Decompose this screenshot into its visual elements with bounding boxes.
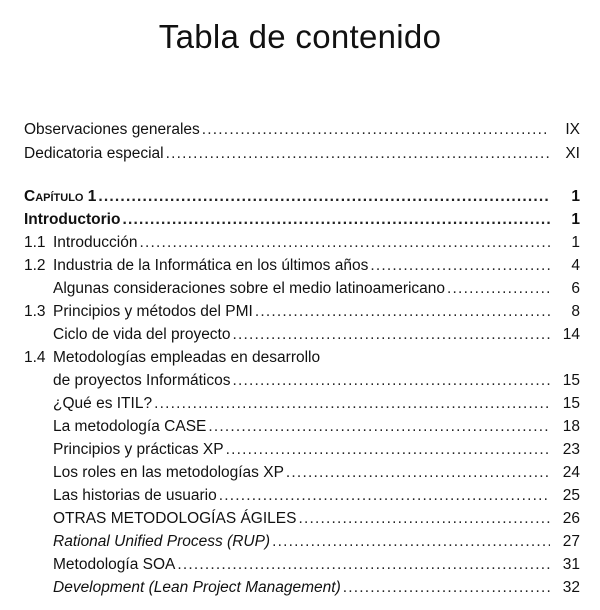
dot-leader [154, 393, 550, 415]
toc-entry-xp-principios[interactable] [0, 439, 600, 461]
dot-leader [272, 531, 550, 553]
toc-entry-page: 15 [562, 395, 580, 412]
toc-entry-number: 1.1 [24, 234, 46, 251]
toc-entry-label: OTRAS METODOLOGÍAS ÁGILES [53, 510, 297, 527]
toc-entry-page: XI [565, 145, 580, 162]
toc-entry-introductorio[interactable] [0, 209, 600, 231]
dot-leader [139, 232, 550, 254]
dot-leader [233, 324, 551, 346]
toc-entry-label: Introducción [53, 234, 138, 251]
dot-leader [177, 554, 550, 576]
toc-entry-proyectos-informaticos[interactable] [0, 370, 600, 392]
dot-leader [208, 416, 550, 438]
toc-entry-lean[interactable] [0, 577, 600, 599]
toc-entry-number: 1.4 [24, 349, 46, 366]
dot-leader [98, 186, 550, 208]
toc-entry-1-1[interactable] [0, 232, 600, 254]
toc-entry-latinoamericano[interactable] [0, 278, 600, 300]
toc-entry-label: de proyectos Informáticos [53, 372, 231, 389]
toc-entry-page: 26 [562, 510, 580, 527]
toc-entry-label: La metodología CASE [53, 418, 207, 435]
dot-leader [286, 462, 550, 484]
toc-entry-1-4[interactable] [0, 347, 600, 369]
dot-leader [232, 370, 550, 392]
toc-entry-itil[interactable] [0, 393, 600, 415]
toc-entry-label: Principios y prácticas XP [53, 441, 224, 458]
toc-entry-label: Rational Unified Process (RUP) [53, 533, 271, 550]
toc-entry-page: 1 [571, 188, 580, 205]
toc-entry-page: 1 [571, 211, 580, 228]
toc-entry-page: 25 [562, 487, 580, 504]
toc-entry-ciclo-vida[interactable] [0, 324, 600, 346]
toc-entry-label: Ciclo de vida del proyecto [53, 326, 231, 343]
toc-entry-page: 1 [571, 234, 580, 251]
dot-leader [298, 508, 550, 530]
toc-entry-page: 14 [562, 326, 580, 343]
toc-entry-label: Principios y métodos del PMI [53, 303, 253, 320]
toc-entry-case[interactable] [0, 416, 600, 438]
dot-leader [370, 255, 550, 277]
dot-leader [255, 301, 550, 323]
toc-entry-page: 18 [562, 418, 580, 435]
dot-leader [122, 209, 550, 231]
toc-entry-page: 15 [562, 372, 580, 389]
toc-entry-dedicatoria[interactable] [0, 143, 600, 165]
toc-entry-capitulo-1[interactable] [0, 186, 600, 208]
toc-entry-page: 32 [562, 579, 580, 596]
toc-entry-number: 1.2 [24, 257, 46, 274]
toc-entry-historias-usuario[interactable] [0, 485, 600, 507]
toc-entry-label: Development (Lean Project Management) [53, 579, 341, 596]
dot-leader [226, 439, 550, 461]
toc-entry-label: Capítulo 1 [24, 188, 97, 205]
toc-entry-number: 1.3 [24, 303, 46, 320]
toc-entry-1-3[interactable] [0, 301, 600, 323]
dot-leader [343, 577, 550, 599]
toc-entry-label: Industria de la Informática en los últimos años [53, 257, 369, 274]
toc-entry-label: Metodología SOA [53, 556, 176, 573]
toc-entry-label: Algunas consideraciones sobre el medio latinoamericano [53, 280, 446, 297]
toc-entry-observaciones[interactable] [0, 119, 600, 141]
toc-entry-label: Introductorio [24, 211, 121, 228]
toc-entry-label: Los roles en las metodologías XP [53, 464, 284, 481]
toc-entry-page: 27 [562, 533, 580, 550]
dot-leader [219, 485, 550, 507]
toc-entry-rup[interactable] [0, 531, 600, 553]
toc-entry-xp-roles[interactable] [0, 462, 600, 484]
toc-entry-page: 8 [571, 303, 580, 320]
toc-entry-label: Metodologías empleadas en desarrollo [53, 349, 321, 366]
toc-entry-page: 6 [571, 280, 580, 297]
toc-entry-page: 4 [571, 257, 580, 274]
toc-entry-page: 23 [562, 441, 580, 458]
toc-entry-page: 24 [562, 464, 580, 481]
toc-entry-agiles[interactable] [0, 508, 600, 530]
toc-entry-1-2[interactable] [0, 255, 600, 277]
toc-entry-label: Observaciones generales [24, 121, 200, 138]
page-title: Tabla de contenido [158, 18, 442, 55]
dot-leader [202, 119, 550, 141]
toc-entry-soa[interactable] [0, 554, 600, 576]
toc-entry-label: Dedicatoria especial [24, 145, 164, 162]
dot-leader [447, 278, 550, 300]
toc-entry-page: IX [565, 121, 580, 138]
toc-entry-label: ¿Qué es ITIL? [53, 395, 153, 412]
dot-leader [166, 143, 550, 165]
toc-entry-label: Las historias de usuario [53, 487, 217, 504]
toc-entry-page: 31 [562, 556, 580, 573]
